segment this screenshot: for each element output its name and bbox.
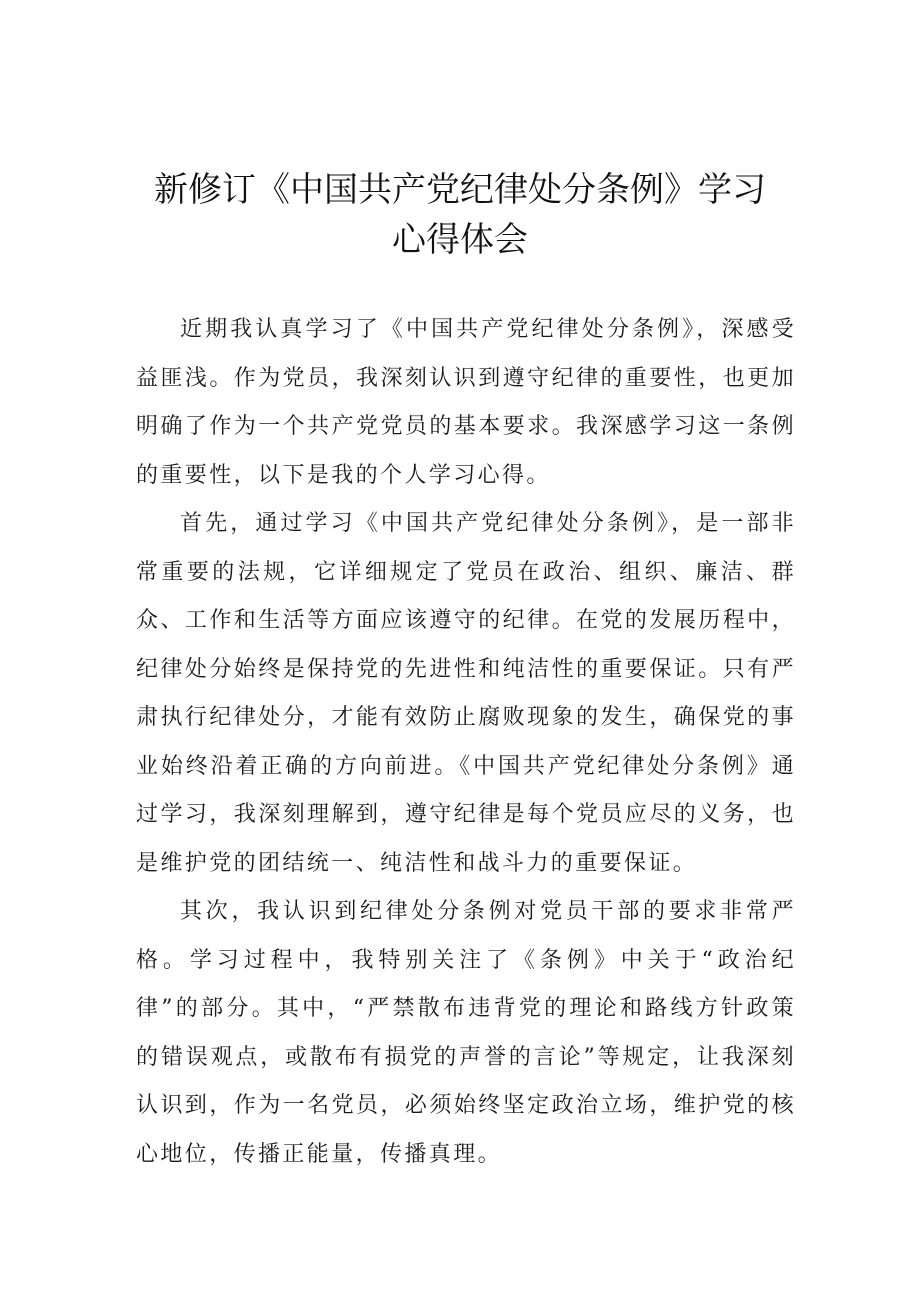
title-line-1: 新修订《中国共产党纪律处分条例》学习 xyxy=(154,170,766,210)
title-line-2: 心得体会 xyxy=(392,220,528,260)
paragraph-3: 其次，我认识到纪律处分条例对党员干部的要求非常严格。学习过程中，我特别关注了《条例》中关于“政治纪律”的部分。其中，“严禁散布违背党的理论和路线方针政策的错误观点，或散布有损党的声誉的言论”等规定，让我深刻认识到，作为一名党员，必须始终坚定政治立场，维护党的核心地位，传播正能量，传播真理。 xyxy=(136,899,796,1167)
document-body xyxy=(136,306,796,1179)
page-title xyxy=(0,165,920,265)
paragraph-2: 首先，通过学习《中国共产党纪律处分条例》，是一部非常重要的法规，它详细规定了党员在政治、组织、廉洁、群众、工作和生活等方面应该遵守的纪律。在党的发展历程中，纪律处分始终是保持党的先进性和纯洁性的重要保证。只有严肃执行纪律处分，才能有效防止腐败现象的发生，确保党的事业始终沿着正确的方向前进。《中国共产党纪律处分条例》通过学习，我深刻理解到，遵守纪律是每个党员应尽的义务，也是维护党的团结统一、纯洁性和战斗力的重要保证。 xyxy=(136,511,796,876)
paragraph-1: 近期我认真学习了《中国共产党纪律处分条例》，深感受益匪浅。作为党员，我深刻认识到遵守纪律的重要性，也更加明确了作为一个共产党党员的基本要求。我深感学习这一条例的重要性，以下是我的个人学习心得。 xyxy=(136,317,796,488)
